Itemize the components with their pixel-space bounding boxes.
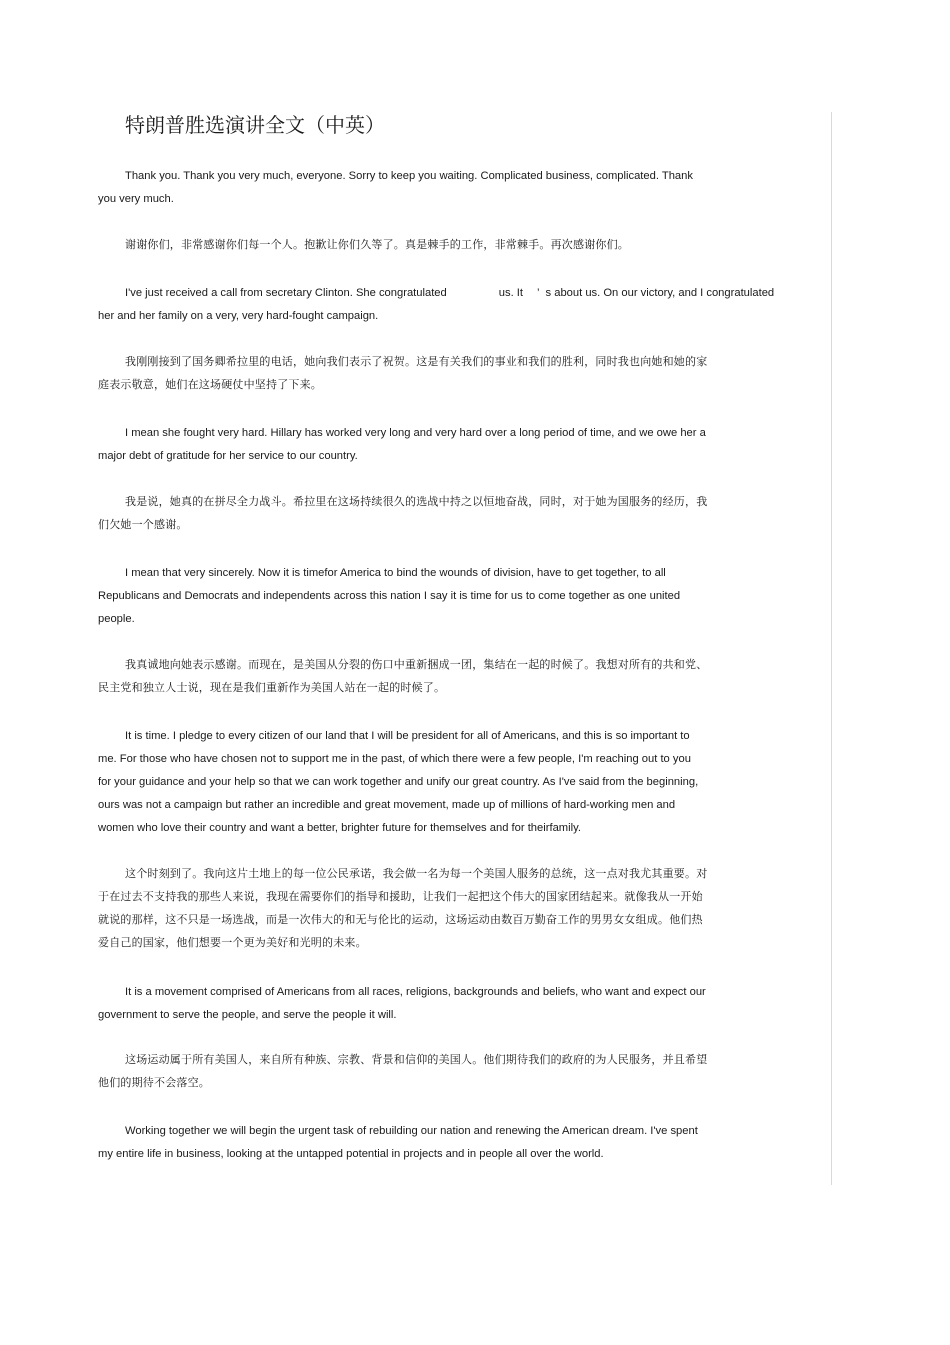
paragraph-line: her and her family on a very, very hard-fought campaign.	[98, 310, 379, 322]
paragraph-line: government to serve the people, and serve the people it will.	[98, 1009, 397, 1021]
document-title: 特朗普胜选演讲全文（中英）	[125, 113, 385, 137]
paragraph-line: I mean she fought very hard. Hillary has worked very long and very hard over a long period of time, and we owe her a	[125, 427, 706, 439]
paragraph-line: my entire life in business, looking at the untapped potential in projects and in people all over the world.	[98, 1148, 604, 1160]
paragraph-line: 这个时刻到了。我向这片土地上的每一位公民承诺，我会做一名为每一个美国人服务的总统，这一点对我尤其重要。对	[125, 867, 708, 880]
paragraph-zh-2	[98, 350, 748, 396]
paragraph-en-3	[98, 422, 748, 468]
paragraph-line: 我刚刚接到了国务卿希拉里的电话，她向我们表示了祝贺。这是有关我们的事业和我们的胜利，同时我也向她和她的家	[125, 355, 708, 368]
paragraph-line: me. For those who have chosen not to support me in the past, of which there were a few people, I'm reaching out to you	[98, 753, 691, 765]
paragraph-line	[98, 282, 823, 305]
paragraph-zh-3	[98, 490, 748, 536]
paragraph-line: Working together we will begin the urgent task of rebuilding our nation and renewing the American dream. I've spent	[125, 1125, 698, 1137]
paragraph-line: 我真诚地向她表示感谢。而现在，是美国从分裂的伤口中重新捆成一团，集结在一起的时候了。我想对所有的共和党、	[125, 658, 708, 671]
paragraph-line: 爱自己的国家，他们想要一个更为美好和光明的未来。	[98, 936, 367, 949]
paragraph-line: I mean that very sincerely. Now it is timefor America to bind the wounds of division, have to get together, to all	[125, 567, 666, 579]
page-edge-rule	[831, 112, 832, 1185]
paragraph-zh-5	[98, 862, 748, 954]
paragraph-line: It is time. I pledge to every citizen of our land that I will be president for all of Americans, and this is so important to	[125, 730, 690, 742]
paragraph-line: Republicans and Democrats and independents across this nation I say it is time for us to come together as one united	[98, 590, 681, 602]
paragraph-line: you very much.	[98, 193, 174, 205]
paragraph-line: Thank you. Thank you very much, everyone. Sorry to keep you waiting. Complicated business, complicated. Thank	[125, 170, 693, 182]
paragraph-line: for your guidance and your help so that we can work together and unify our great country. As I've said from the beginning,	[98, 776, 699, 788]
paragraph-line: It is a movement comprised of Americans from all races, religions, backgrounds and beliefs, who want and expect our	[125, 986, 706, 998]
paragraph-en-6	[98, 981, 748, 1027]
paragraph-line: women who love their country and want a better, brighter future for themselves and for theirfamily.	[98, 822, 581, 834]
paragraph-en-1	[98, 165, 748, 211]
paragraph-line: 于在过去不支持我的那些人来说，我现在需要你们的指导和援助，让我们一起把这个伟大的国家团结起来。就像我从一开始	[98, 890, 703, 903]
paragraph-line: 们欠她一个感谢。	[98, 518, 188, 531]
paragraph-line: 我是说，她真的在拼尽全力战斗。希拉里在这场持续很久的选战中持之以恒地奋战，同时，对于她为国服务的经历，我	[125, 495, 708, 508]
paragraph-en-5	[98, 725, 748, 840]
text-run: s about us. On our victory, and I congratulated	[545, 287, 775, 299]
paragraph-en-4	[98, 562, 748, 631]
paragraph-line: major debt of gratitude for her service to our country.	[98, 450, 358, 462]
paragraph-en-2	[98, 282, 823, 328]
text-run: us. It	[498, 287, 524, 299]
paragraph-line: 就说的那样，这不只是一场选战，而是一次伟大的和无与伦比的运动，这场运动由数百万勤奋工作的男男女女组成。他们热	[98, 913, 703, 926]
paragraph-zh-6	[98, 1048, 748, 1094]
paragraph-en-7	[98, 1120, 748, 1166]
paragraph-line: people.	[98, 613, 135, 625]
paragraph-line: 庭表示敬意，她们在这场硬仗中坚持了下来。	[98, 378, 322, 391]
paragraph-line: 这场运动属于所有美国人，来自所有种族、宗教、背景和信仰的美国人。他们期待我们的政府的为人民服务，并且希望	[125, 1053, 708, 1066]
paragraph-line: ours was not a campaign but rather an incredible and great movement, made up of millions of hard-working men and	[98, 799, 676, 811]
text-run: I've just received a call from secretary Clinton. She congratulated	[125, 287, 447, 299]
paragraph-line: 谢谢你们，非常感谢你们每一个人。抱歉让你们久等了。真是棘手的工作，非常棘手。再次感谢你们。	[125, 238, 629, 251]
text-run: ’	[537, 287, 540, 299]
paragraph-line: 民主党和独立人士说，现在是我们重新作为美国人站在一起的时候了。	[98, 681, 446, 694]
paragraph-zh-4	[98, 653, 748, 699]
paragraph-line: 他们的期待不会落空。	[98, 1076, 210, 1089]
paragraph-zh-1	[98, 233, 748, 256]
